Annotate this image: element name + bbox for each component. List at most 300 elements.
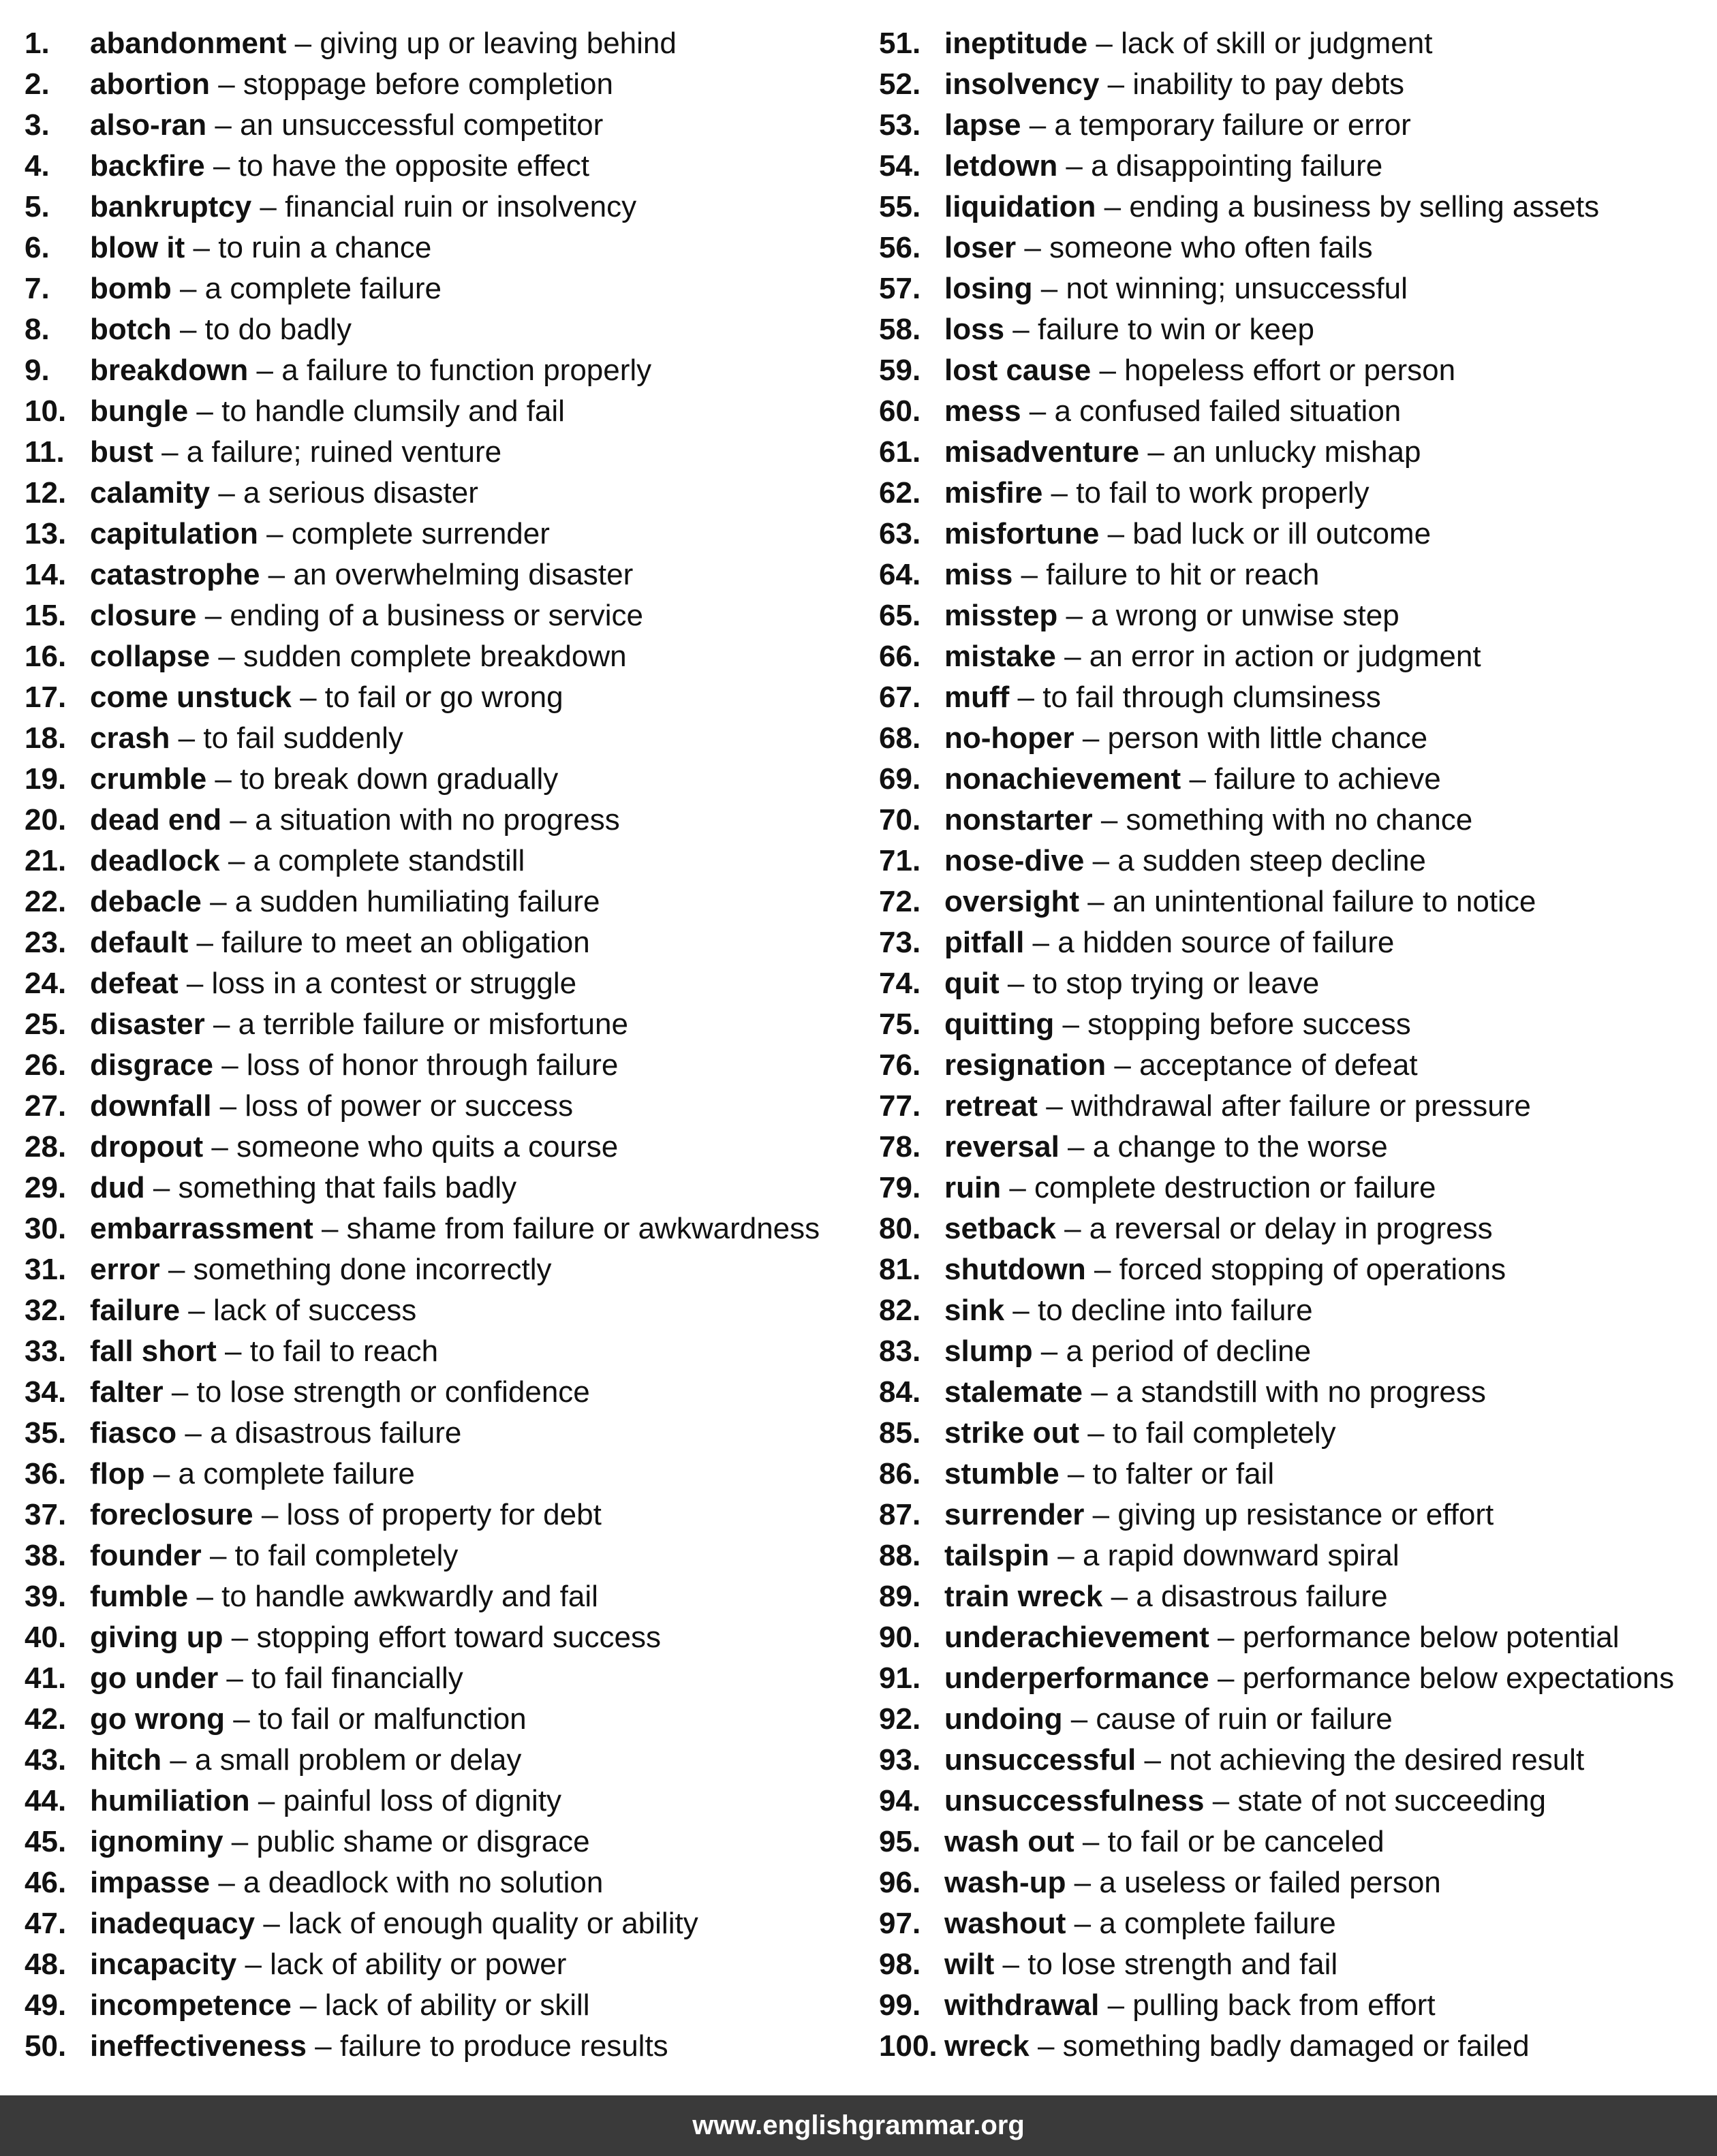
list-item: [879, 1045, 1716, 1086]
item-number: 79.: [879, 1171, 921, 1204]
item-word: losing: [944, 272, 1033, 305]
item-word: failure: [90, 1294, 181, 1327]
item-definition: – person with little chance: [1074, 721, 1428, 755]
item-number: 32.: [25, 1294, 67, 1327]
item-word: inadequacy: [90, 1907, 256, 1940]
item-word: nose-dive: [944, 844, 1085, 877]
list-item: [879, 309, 1716, 350]
item-definition: – to do badly: [171, 313, 352, 346]
list-item: [879, 677, 1716, 718]
item-number: 78.: [879, 1130, 921, 1163]
item-word: abortion: [90, 67, 210, 101]
item-word: mistake: [944, 640, 1056, 673]
list-item: [25, 718, 842, 759]
item-definition: – a complete failure: [1066, 1907, 1336, 1940]
item-definition: – a deadlock with no solution: [210, 1866, 604, 1899]
item-number: 24.: [25, 967, 67, 1000]
list-item: [879, 1781, 1716, 1822]
item-word: wash-up: [944, 1866, 1066, 1899]
item-number: 92.: [879, 1702, 921, 1736]
item-number: 77.: [879, 1089, 921, 1123]
list-item: [879, 1862, 1716, 1903]
item-definition: – someone who often fails: [1016, 231, 1373, 264]
item-number: 74.: [879, 967, 921, 1000]
item-definition: – to handle awkwardly and fail: [188, 1580, 598, 1613]
item-word: washout: [944, 1907, 1066, 1940]
item-word: crash: [90, 721, 170, 755]
item-word: dropout: [90, 1130, 204, 1163]
item-number: 66.: [879, 640, 921, 673]
list-item: [25, 759, 842, 800]
item-number: 9.: [25, 354, 50, 387]
item-number: 75.: [879, 1007, 921, 1041]
list-item: [879, 1658, 1716, 1699]
item-number: 22.: [25, 885, 67, 918]
item-word: debacle: [90, 885, 202, 918]
item-definition: – loss in a contest or struggle: [178, 967, 577, 1000]
list-item: [879, 268, 1716, 309]
item-number: 91.: [879, 1661, 921, 1695]
list-item: [25, 1903, 842, 1944]
list-item: [25, 309, 842, 350]
item-number: 68.: [879, 721, 921, 755]
item-definition: – failure to meet an obligation: [188, 926, 590, 959]
item-word: fiasco: [90, 1416, 177, 1450]
item-definition: – a complete standstill: [219, 844, 525, 877]
item-definition: – a small problem or delay: [161, 1743, 522, 1777]
list-item: [25, 1576, 842, 1617]
item-definition: – not winning; unsuccessful: [1032, 272, 1408, 305]
item-word: ruin: [944, 1171, 1002, 1204]
item-number: 46.: [25, 1866, 67, 1899]
item-number: 4.: [25, 149, 50, 183]
item-number: 50.: [25, 2029, 67, 2063]
item-definition: – giving up or leaving behind: [286, 27, 677, 60]
word-list-left-column: [25, 23, 842, 2067]
item-word: quitting: [944, 1007, 1055, 1041]
item-definition: – performance below expectations: [1209, 1661, 1675, 1695]
item-definition: – a rapid downward spiral: [1049, 1539, 1399, 1572]
item-definition: – failure to win or keep: [1004, 313, 1314, 346]
list-item: [879, 841, 1716, 881]
list-item: [879, 391, 1716, 432]
list-item: [25, 1985, 842, 2026]
item-word: oversight: [944, 885, 1080, 918]
list-item: [25, 1822, 842, 1862]
item-number: 26.: [25, 1048, 67, 1082]
item-definition: – a complete failure: [144, 1457, 415, 1490]
item-definition: – a terrible failure or misfortune: [204, 1007, 628, 1041]
item-definition: – financial ruin or insolvency: [251, 190, 637, 223]
list-item: [25, 1331, 842, 1372]
item-word: lost cause: [944, 354, 1092, 387]
item-definition: – failure to achieve: [1181, 762, 1441, 796]
item-number: 16.: [25, 640, 67, 673]
item-number: 81.: [879, 1253, 921, 1286]
item-definition: – a change to the worse: [1059, 1130, 1388, 1163]
item-number: 97.: [879, 1907, 921, 1940]
item-number: 52.: [879, 67, 921, 101]
item-definition: – a useless or failed person: [1066, 1866, 1441, 1899]
item-number: 88.: [879, 1539, 921, 1572]
item-number: 61.: [879, 435, 921, 469]
list-item: [879, 105, 1716, 146]
item-number: 60.: [879, 394, 921, 428]
item-definition: – a reversal or delay in progress: [1055, 1212, 1493, 1245]
item-word: unsuccessfulness: [944, 1784, 1205, 1817]
list-item: [879, 1372, 1716, 1413]
item-definition: – stopping before success: [1054, 1007, 1411, 1041]
item-word: fall short: [90, 1334, 217, 1368]
item-definition: – to handle clumsily and fail: [188, 394, 565, 428]
item-word: insolvency: [944, 67, 1100, 101]
item-word: unsuccessful: [944, 1743, 1136, 1777]
list-item: [879, 1617, 1716, 1658]
item-number: 83.: [879, 1334, 921, 1368]
item-number: 71.: [879, 844, 921, 877]
item-definition: – inability to pay debts: [1099, 67, 1405, 101]
list-item: [25, 1045, 842, 1086]
item-number: 56.: [879, 231, 921, 264]
list-item: [879, 922, 1716, 963]
item-word: no-hoper: [944, 721, 1074, 755]
item-number: 47.: [25, 1907, 67, 1940]
item-number: 2.: [25, 67, 50, 101]
item-word: humiliation: [90, 1784, 250, 1817]
item-word: undoing: [944, 1702, 1063, 1736]
item-definition: – to falter or fail: [1059, 1457, 1275, 1490]
item-number: 11.: [25, 435, 65, 469]
list-item: [25, 1086, 842, 1127]
item-number: 48.: [25, 1948, 67, 1981]
item-word: misfire: [944, 476, 1043, 510]
item-word: ineptitude: [944, 27, 1088, 60]
item-definition: – complete surrender: [258, 517, 550, 550]
item-number: 29.: [25, 1171, 67, 1204]
item-number: 21.: [25, 844, 67, 877]
item-definition: – an overwhelming disaster: [260, 558, 634, 591]
item-definition: – complete destruction or failure: [1001, 1171, 1436, 1204]
item-word: pitfall: [944, 926, 1025, 959]
item-definition: – shame from failure or awkwardness: [313, 1212, 820, 1245]
item-definition: – a hidden source of failure: [1024, 926, 1395, 959]
item-definition: – to fail financially: [218, 1661, 463, 1695]
item-number: 59.: [879, 354, 921, 387]
item-number: 33.: [25, 1334, 67, 1368]
item-definition: – an unsuccessful competitor: [206, 108, 604, 142]
item-word: crumble: [90, 762, 207, 796]
item-word: mess: [944, 394, 1021, 428]
list-item: [879, 595, 1716, 636]
item-word: breakdown: [90, 354, 249, 387]
list-item: [879, 64, 1716, 105]
item-number: 84.: [879, 1375, 921, 1409]
item-word: tailspin: [944, 1539, 1050, 1572]
item-word: ignominy: [90, 1825, 223, 1858]
item-word: bomb: [90, 272, 172, 305]
list-item: [25, 554, 842, 595]
item-definition: – to fail to work properly: [1042, 476, 1370, 510]
item-word: flop: [90, 1457, 145, 1490]
list-item: [879, 514, 1716, 554]
list-item: [25, 473, 842, 514]
item-definition: – lack of success: [180, 1294, 417, 1327]
item-number: 76.: [879, 1048, 921, 1082]
list-item: [25, 636, 842, 677]
item-definition: – a situation with no progress: [221, 803, 620, 837]
list-item: [879, 432, 1716, 473]
item-definition: – a failure; ruined venture: [153, 435, 502, 469]
item-word: misfortune: [944, 517, 1100, 550]
item-number: 89.: [879, 1580, 921, 1613]
item-number: 35.: [25, 1416, 67, 1450]
item-definition: – forced stopping of operations: [1085, 1253, 1506, 1286]
item-word: dud: [90, 1171, 145, 1204]
list-item: [879, 1740, 1716, 1781]
item-definition: – a failure to function properly: [248, 354, 652, 387]
item-number: 41.: [25, 1661, 67, 1695]
list-item: [25, 922, 842, 963]
item-number: 96.: [879, 1866, 921, 1899]
item-word: misstep: [944, 599, 1058, 632]
item-number: 73.: [879, 926, 921, 959]
item-number: 39.: [25, 1580, 67, 1613]
item-number: 37.: [25, 1498, 67, 1531]
list-item: [879, 1290, 1716, 1331]
item-word: sink: [944, 1294, 1005, 1327]
item-word: go wrong: [90, 1702, 225, 1736]
item-number: 43.: [25, 1743, 67, 1777]
item-word: falter: [90, 1375, 164, 1409]
item-number: 82.: [879, 1294, 921, 1327]
item-word: withdrawal: [944, 1988, 1100, 2022]
list-item: [879, 1086, 1716, 1127]
item-number: 42.: [25, 1702, 67, 1736]
item-number: 12.: [25, 476, 67, 510]
list-item: [25, 2026, 842, 2067]
item-number: 69.: [879, 762, 921, 796]
list-item: [879, 228, 1716, 268]
list-item: [25, 1413, 842, 1454]
item-number: 67.: [879, 681, 921, 714]
list-item: [25, 268, 842, 309]
item-definition: – a serious disaster: [210, 476, 478, 510]
item-word: collapse: [90, 640, 211, 673]
item-number: 20.: [25, 803, 67, 837]
item-word: bankruptcy: [90, 190, 252, 223]
item-definition: – lack of skill or judgment: [1087, 27, 1433, 60]
item-definition: – a complete failure: [171, 272, 442, 305]
list-item: [879, 1127, 1716, 1168]
item-word: nonachievement: [944, 762, 1181, 796]
item-definition: – an unintentional failure to notice: [1079, 885, 1536, 918]
list-item: [879, 1249, 1716, 1290]
item-word: loss: [944, 313, 1005, 346]
item-number: 65.: [879, 599, 921, 632]
list-item: [879, 1495, 1716, 1535]
list-item: [25, 1944, 842, 1985]
item-definition: – giving up resistance or effort: [1084, 1498, 1494, 1531]
list-item: [25, 1004, 842, 1045]
item-number: 6.: [25, 231, 50, 264]
item-word: capitulation: [90, 517, 258, 550]
item-definition: – something done incorrectly: [159, 1253, 552, 1286]
list-item: [25, 23, 842, 64]
item-number: 87.: [879, 1498, 921, 1531]
item-definition: – to fail or malfunction: [224, 1702, 527, 1736]
item-word: backfire: [90, 149, 205, 183]
item-definition: – a sudden steep decline: [1084, 844, 1426, 877]
footer-banner: [0, 2095, 1717, 2156]
list-item: [879, 800, 1716, 841]
list-item: [879, 1944, 1716, 1985]
item-word: go under: [90, 1661, 219, 1695]
item-word: wilt: [944, 1948, 995, 1981]
item-word: letdown: [944, 149, 1058, 183]
item-definition: – state of not succeeding: [1204, 1784, 1546, 1817]
list-item: [879, 1168, 1716, 1208]
item-definition: – lack of ability or skill: [291, 1988, 590, 2022]
item-number: 28.: [25, 1130, 67, 1163]
item-word: ineffectiveness: [90, 2029, 307, 2063]
list-item: [25, 1699, 842, 1740]
item-number: 85.: [879, 1416, 921, 1450]
item-word: miss: [944, 558, 1013, 591]
item-definition: – loss of power or success: [211, 1089, 574, 1123]
item-definition: – to lose strength or confidence: [163, 1375, 590, 1409]
list-item: [879, 1699, 1716, 1740]
item-number: 34.: [25, 1375, 67, 1409]
item-word: closure: [90, 599, 197, 632]
list-item: [879, 2026, 1716, 2067]
list-item: [879, 881, 1716, 922]
item-word: error: [90, 1253, 160, 1286]
item-word: giving up: [90, 1621, 223, 1654]
item-definition: – painful loss of dignity: [249, 1784, 562, 1817]
list-item: [879, 1454, 1716, 1495]
list-item: [879, 718, 1716, 759]
item-number: 58.: [879, 313, 921, 346]
item-definition: – a confused failed situation: [1021, 394, 1402, 428]
item-definition: – to stop trying or leave: [999, 967, 1320, 1000]
list-item: [879, 963, 1716, 1004]
item-number: 31.: [25, 1253, 67, 1286]
list-item: [25, 677, 842, 718]
item-definition: – something that fails badly: [144, 1171, 517, 1204]
item-number: 86.: [879, 1457, 921, 1490]
item-number: 8.: [25, 313, 50, 346]
list-item: [25, 350, 842, 391]
item-word: come unstuck: [90, 681, 292, 714]
item-definition: – an error in action or judgment: [1055, 640, 1481, 673]
item-definition: – to ruin a chance: [185, 231, 432, 264]
list-item: [25, 841, 842, 881]
item-number: 98.: [879, 1948, 921, 1981]
word-list-right-column: [879, 23, 1716, 2067]
list-item: [25, 1658, 842, 1699]
item-definition: – a period of decline: [1032, 1334, 1312, 1368]
item-definition: – something with no chance: [1092, 803, 1473, 837]
list-item: [879, 1413, 1716, 1454]
list-item: [25, 1781, 842, 1822]
item-number: 99.: [879, 1988, 921, 2022]
list-item: [25, 514, 842, 554]
item-definition: – to fail suddenly: [170, 721, 403, 755]
list-item: [25, 1127, 842, 1168]
list-item: [879, 1903, 1716, 1944]
list-item: [879, 473, 1716, 514]
list-item: [25, 1862, 842, 1903]
item-word: also-ran: [90, 108, 207, 142]
item-word: dead end: [90, 803, 222, 837]
item-number: 57.: [879, 272, 921, 305]
item-word: foreclosure: [90, 1498, 253, 1531]
item-word: train wreck: [944, 1580, 1103, 1613]
item-number: 15.: [25, 599, 67, 632]
item-word: founder: [90, 1539, 202, 1572]
item-number: 25.: [25, 1007, 67, 1041]
list-item: [879, 1208, 1716, 1249]
item-definition: – lack of ability or power: [236, 1948, 567, 1981]
item-word: downfall: [90, 1089, 212, 1123]
list-item: [25, 800, 842, 841]
item-number: 45.: [25, 1825, 67, 1858]
list-item: [25, 1740, 842, 1781]
item-word: deadlock: [90, 844, 220, 877]
item-definition: – a disappointing failure: [1057, 149, 1383, 183]
item-word: resignation: [944, 1048, 1107, 1082]
item-definition: – to lose strength and fail: [994, 1948, 1338, 1981]
item-definition: – a disastrous failure: [176, 1416, 462, 1450]
item-word: slump: [944, 1334, 1033, 1368]
item-number: 40.: [25, 1621, 67, 1654]
item-definition: – stoppage before completion: [209, 67, 613, 101]
item-number: 54.: [879, 149, 921, 183]
list-item: [25, 1249, 842, 1290]
item-number: 44.: [25, 1784, 67, 1817]
item-word: wreck: [944, 2029, 1030, 2063]
list-item: [879, 187, 1716, 228]
list-item: [879, 146, 1716, 187]
item-word: setback: [944, 1212, 1056, 1245]
item-definition: – an unlucky mishap: [1139, 435, 1421, 469]
item-number: 62.: [879, 476, 921, 510]
item-word: underachievement: [944, 1621, 1209, 1654]
item-word: calamity: [90, 476, 211, 510]
list-item: [25, 595, 842, 636]
item-number: 19.: [25, 762, 67, 796]
item-definition: – stopping effort toward success: [223, 1621, 661, 1654]
item-definition: – cause of ruin or failure: [1062, 1702, 1393, 1736]
list-item: [879, 636, 1716, 677]
item-definition: – to fail to reach: [216, 1334, 439, 1368]
item-definition: – loss of property for debt: [253, 1498, 602, 1531]
list-item: [879, 1576, 1716, 1617]
item-number: 14.: [25, 558, 67, 591]
item-definition: – a standstill with no progress: [1083, 1375, 1486, 1409]
list-item: [879, 1822, 1716, 1862]
item-word: disaster: [90, 1007, 205, 1041]
item-number: 1.: [25, 27, 50, 60]
item-word: stalemate: [944, 1375, 1083, 1409]
list-item: [879, 1331, 1716, 1372]
item-definition: – someone who quits a course: [203, 1130, 619, 1163]
item-definition: – something badly damaged or failed: [1029, 2029, 1530, 2063]
item-word: strike out: [944, 1416, 1080, 1450]
list-item: [25, 1617, 842, 1658]
list-item: [879, 350, 1716, 391]
item-number: 64.: [879, 558, 921, 591]
